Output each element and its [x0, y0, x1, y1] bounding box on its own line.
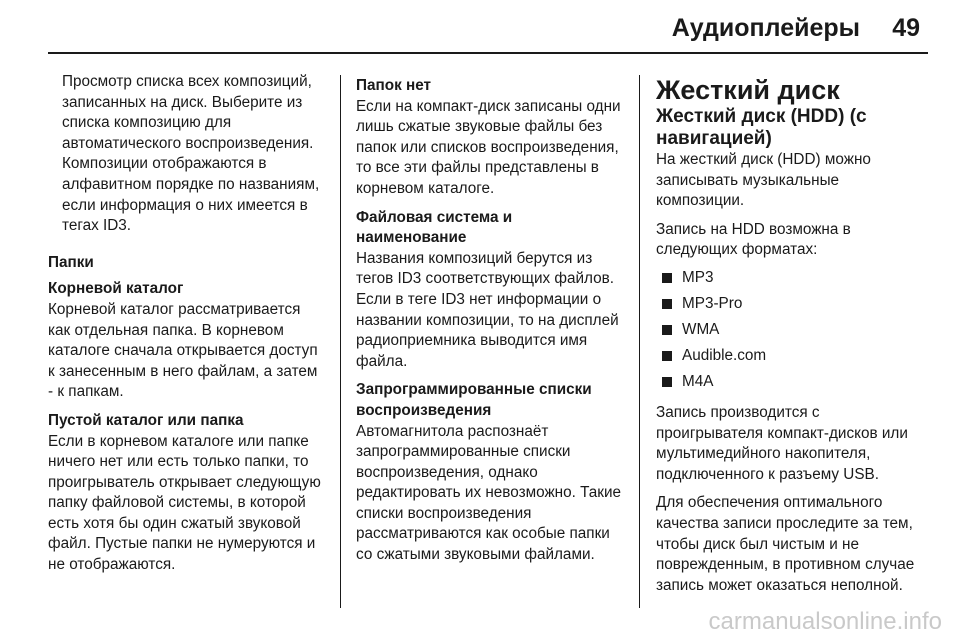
- hdd-p1: На жесткий диск (HDD) можно записывать музыкальные композиции.: [656, 151, 871, 210]
- nofolder-heading: Папок нет: [356, 77, 432, 94]
- header-divider: [48, 52, 928, 54]
- section-title: Аудиоплейеры: [671, 14, 860, 42]
- bullet-square-icon: [662, 351, 672, 361]
- playlist-heading: Запрограммированные списки воспроизведения: [356, 381, 592, 419]
- bullet-square-icon: [662, 299, 672, 309]
- column-1: [48, 72, 326, 576]
- empty-text: Если в корневом каталоге или папке ничего нет или есть только папки, то проигрыватель открывает следующую папку файловой системы, в которой есть хотя бы один сжатый звуковой файл. Пустые папки не нумеруются и не отображаются.: [48, 432, 321, 574]
- format-item: WMA: [656, 317, 928, 343]
- hdd-title: Жесткий диск: [656, 75, 840, 105]
- column-divider-2: [639, 75, 640, 608]
- empty-heading: Пустой каталог или папка: [48, 411, 244, 429]
- playlist-text: Автомагнитола распознаёт запрограммированные списки воспроизведения, однако редактировать их невозможно. Такие списки воспроизведения рассматриваются как особые папки со сжатыми звуковыми файлами.: [356, 422, 622, 564]
- fs-text: Названия композиций берутся из тегов ID3 соответствующих файлов. Если в теге ID3 нет информации о названии композиции, то на дисплей радиоприемника выводится имя файла.: [356, 249, 619, 370]
- format-item: MP3: [656, 265, 928, 291]
- page-number: 49: [892, 14, 920, 42]
- nofolder-text: Если на компакт-диск записаны одни лишь сжатые звуковые файлы без папок или списков воспроизведения, то все эти файлы представлены в корневом каталоге.: [356, 97, 621, 197]
- hdd-subtitle: Жесткий диск (HDD) (с навигацией): [656, 106, 867, 149]
- folders-heading: Папки: [48, 253, 94, 271]
- hdd-p4: Для обеспечения оптимального качества записи проследите за тем, чтобы диск был чистым и не поврежденным, в противном случае запись может оказаться неполной.: [656, 494, 915, 594]
- root-text: Корневой каталог рассматривается как отдельная папка. В корневом каталоге сначала открывается доступ к занесенным в него файлам, а затем - к папкам.: [48, 300, 318, 401]
- intro-paragraph: Просмотр списка всех композиций, записанных на диск. Выберите из списка композицию для автоматического воспроизведения. Композиции отображаются в алфавитном порядке по названиям, если информация о них имеется в тегах ID3.: [62, 73, 320, 235]
- format-item: M4A: [656, 369, 928, 395]
- watermark: carmanualsonline.info: [708, 608, 942, 635]
- hdd-p3: Запись производится с проигрывателя компакт-дисков или мультимедийного накопителя, подключенного к разъему USB.: [656, 403, 908, 483]
- format-list: [656, 265, 928, 395]
- column-divider-1: [340, 75, 341, 608]
- bullet-square-icon: [662, 377, 672, 387]
- bullet-square-icon: [662, 325, 672, 335]
- format-item: Audible.com: [656, 343, 928, 369]
- column-2: [356, 76, 624, 566]
- hdd-p2: Запись на HDD возможна в следующих форматах:: [656, 220, 851, 259]
- format-item: MP3-Pro: [656, 291, 928, 317]
- fs-heading: Файловая система и наименование: [356, 208, 513, 247]
- column-3: [656, 74, 928, 596]
- root-heading: Корневой каталог: [48, 280, 184, 298]
- bullet-square-icon: [662, 273, 672, 283]
